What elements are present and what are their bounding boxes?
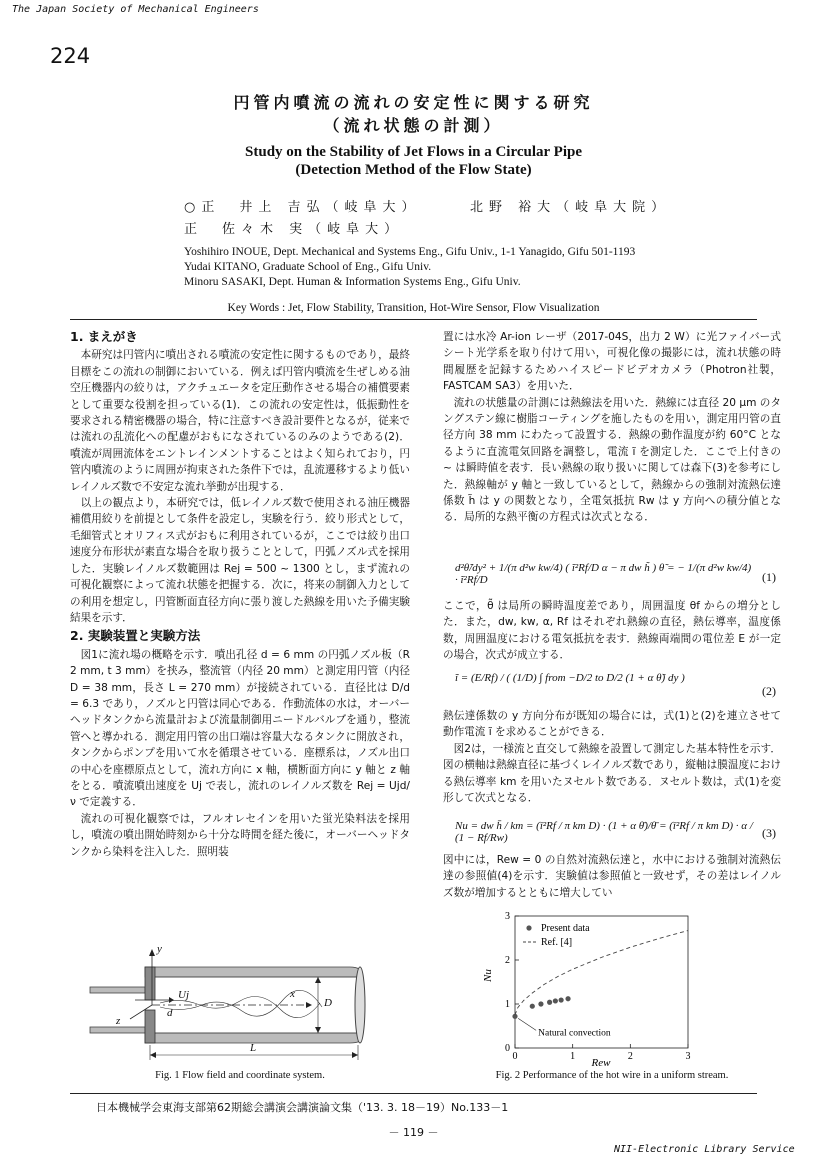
y-axis-label: Nu [482,969,494,982]
right-column-lower [443,708,781,816]
data-point [559,997,564,1002]
data-point [553,998,558,1003]
society-header: The Japan Society of Mechanical Engineers [12,4,259,15]
data-point [565,996,570,1001]
y-tick-label: 2 [505,955,510,966]
affiliation-1: Yoshihiro INOUE, Dept. Mechanical and Systems Eng., Gifu Univ., 1-1 Yanagido, Gifu 501-1193 [184,246,636,258]
y-tick-label: 0 [505,1043,510,1054]
fig1-label-uj: Uj [178,989,189,1001]
y-tick-label: 1 [505,999,510,1010]
paragraph: 以上の観点より，本研究では，低レイノルズ数で使用される油圧機器補償用絞りを前提として条件を設定し，実験を行う．絞り形式として，毛細管式とオリフィス式がおもに利用されているが，ここでは絞り出口速度分布形状が素直な場合を取り扱うこととして，円弧ノズル式を採用した．実験レイノルズ数範囲は Rej = 500 ~ 1300 とし，まず流れの可視化観察によって流れ状態を把握する．次に，将来の制御入力としての利用を想定し，円管断面直径方向に張り渡した熱線を用いた予備実験結果を示す． [70,497,410,624]
equation-1-number: (1) [762,570,776,584]
title-jp: 円管内噴流の流れの安定性に関する研究 [233,93,594,112]
paragraph: ここで，θ̃ は局所の瞬時温度差であり，周囲温度 θf からの増分とした．また，dw, kw, α, Rf はそれぞれ熱線の直径，熱伝導率，温度係数，周囲温度における電気抵抗を表す．熱線両端間の電位差 E が一定の場合，次式が成立する． [443,600,781,662]
legend-label: Ref. [4] [541,937,573,948]
right-column-mid [443,598,781,664]
figure-2 [470,908,720,1070]
paragraph: 図中には，Rew = 0 の自然対流熱伝達と，水中における強制対流熱伝達の参照値(4)を示す．実験値は参照値と一致せず，その差はレイノルズ数が増加するとともに増大してい [443,854,781,899]
paragraph: 置には水冷 Ar-ion レーザ（2017-04S，出力 2 W）に光ファイバー式シート光学系を取り付けて用い，可視化像の撮影には，流れ状態の時間履歴を記録するためハイスピードビデオカメラ（Photron社製，FASTCAM SA3）を用いた． [443,331,781,393]
x-tick-label: 3 [685,1051,691,1062]
keywords: Key Words : Jet, Flow Stability, Transition, Hot-Wire Sensor, Flow Visualization [227,302,600,314]
legend-label: Present data [541,923,590,934]
paragraph: 流れの可視化観察では，フルオレセインを用いた蛍光染料法を採用し，噴流の噴出開始時刻から十分な時間を経た後に，オーバーヘッドタンクから染料を注入した．照明装 [70,812,410,858]
fig1-label-L: L [250,1042,257,1054]
proceedings-footer: 日本機械学会東海支部第62期総会講演会講演論文集（'13. 3. 18－19）No.133－1 [96,1101,509,1114]
fig1-label-D: D [324,997,332,1009]
x-tick-label: 1 [570,1051,576,1062]
annotation-arrow [518,1018,536,1030]
equation-3: Nu = dw h̄ / km = (ī²Rf / π km D) · (1 + α θ̄)/θ̄ = (ī²Rf / π km D) · α / (1 − Rf/Rw) [455,820,753,844]
right-column-top [443,329,781,554]
affiliation-2: Yudai KITANO, Graduate School of Eng., Gifu Univ. [184,261,432,273]
subtitle-en: (Detection Method of the Flow State) [295,162,532,178]
fig1-label-d: d [167,1007,173,1019]
fig2-caption: Fig. 2 Performance of the hot wire in a uniform stream. [495,1070,729,1081]
paragraph: 熱伝達係数の y 方向分布が既知の場合には，式(1)と(2)を連立させて動作電流 ĩ を求めることができる． [443,710,781,739]
equation-2-number: (2) [762,684,776,698]
equation-2: ĩ = (E/Rf) / ( (1/D) ∫ from −D/2 to D/2 (1 + α θ̃) dy ) [455,672,685,684]
page-number: 224 [50,44,91,68]
paragraph: 流れの状態量の計測には熱線法を用いた．熱線には直径 20 μm のタングステン線に樹脂コーティングを施したものを用い，測定用円管の直径方向 38 mm にわたって設置する．熱線の動作温度が約 60°C となるように直流電気回路を調整し，電流 ĩ を測定した．ここで上付きの ~ は瞬時値を表す．長い熱線の取り扱いに関しては森下(3)を参考にした．熱線軸が y 軸と一致しているとして，熱線からの強制対流熱伝達係数 h̃ は y の関数となり，全電気抵抗 Rw は y 方向への積分値となる．局所的な熱平衡の方程式は次式となる． [443,396,781,524]
author-3: 北野 裕大（岐阜大院） [470,200,671,215]
page-footer: － 119 － [388,1126,439,1139]
title-en: Study on the Stability of Jet Flows in a Circular Pipe [245,144,582,160]
figure-1 [90,945,420,1070]
data-point [530,1004,535,1009]
data-point [538,1001,543,1006]
affiliation-3: Minoru SASAKI, Dept. Human & Information Systems Eng., Gifu Univ. [184,276,521,288]
y-tick-label: 3 [505,911,510,922]
equation-1: d²θ̃/dy² + 1/(π d²w kw/4) ( ĩ²Rf/D α − π dw h̃ ) θ̃ = − 1/(π d²w kw/4) · ĩ²Rf/D [455,562,752,586]
right-column-bottom [443,852,781,902]
fig1-caption: Fig. 1 Flow field and coordinate system. [155,1070,325,1081]
footer-rule [70,1093,757,1094]
paragraph: 図2は，一様流と直交して熱線を設置して測定した基本特性を示す．図の横軸は熱線直径に基づくレイノルズ数であり，縦軸は膜温度における熱伝導率 km を用いたヌセルト数である．ヌセルト数は，式(1)を変形して次式となる． [443,742,781,805]
equation-3-number: (3) [762,826,776,840]
x-axis-label: Rew [591,1057,611,1069]
fig1-label-y: y [157,943,162,955]
legend-marker-present [526,925,531,930]
author-1: ○正 井上 吉弘（岐阜大） [184,200,421,215]
paragraph: 図1に流れ場の概略を示す．噴出孔径 d = 6 mm の円弧ノズル板（R 2 mm, t 3 mm）を挟み，整流管（内径 20 mm）と測定用円管（内径 D = 38 mm，長さ L = 270 mm）が接続されている．直径比は D/d = 6.3 であり，ノズルと円管は同心である．作動流体の水は，オーバーヘッドタンクから流量計および流量制御用ニードルバルブを通り，整流管へと導かれる．測定用円管の出口端は容量大なるタンクに開放され，タンクからポンプを用いて水を循環させている．座標系は，ノズル出口の中心を座標原点として，流れ方向に x 軸，横断面方向に y 軸と z 軸をとる．噴流噴出速度を Uj で表し，流れのレイノルズ数を Rej = Ujd/ν で定義する． [70,648,410,809]
natural-convection-label: Natural convection [538,1028,611,1039]
left-column [70,329,410,858]
author-2: 正 佐々木 実（岐阜大） [184,222,404,237]
keywords-rule [70,319,757,320]
fig1-label-z: z [116,1015,121,1027]
x-tick-label: 0 [512,1051,518,1062]
subtitle-jp: （流れ状態の計測） [323,116,504,135]
section-2-heading: 2. 実験装置と実験方法 [70,628,201,644]
fig1-label-x: x [290,988,295,1000]
service-footer: NII-Electronic Library Service [614,1144,795,1155]
x-tick-label: 2 [627,1051,633,1062]
data-point [547,1000,552,1005]
paragraph: 本研究は円管内に噴出される噴流の安定性に関するものであり，最終目標をこの流れの制御においている．例えば円管内噴流を生ぜしめる油空圧機器内の絞りは，アクチュエータを定圧動作させる場合の補償要素として重要な役割を担っている(1)．この流れの安定性は，低振動性を要求される精密機器の場合，特に注意すべき設計要件となるが，従来では流れの乱流化への配慮がおもになされているのみのようである(2)．噴流が周囲流体をエントレインメントすることはよく知られており，円管内噴流のように周囲が拘束された条件下では，乱流遷移するより低いレイノルズ数で不安定な流れ挙動が出現する． [70,349,410,493]
section-1-heading: 1. まえがき [70,329,138,344]
nusselt-chart [470,908,720,1070]
